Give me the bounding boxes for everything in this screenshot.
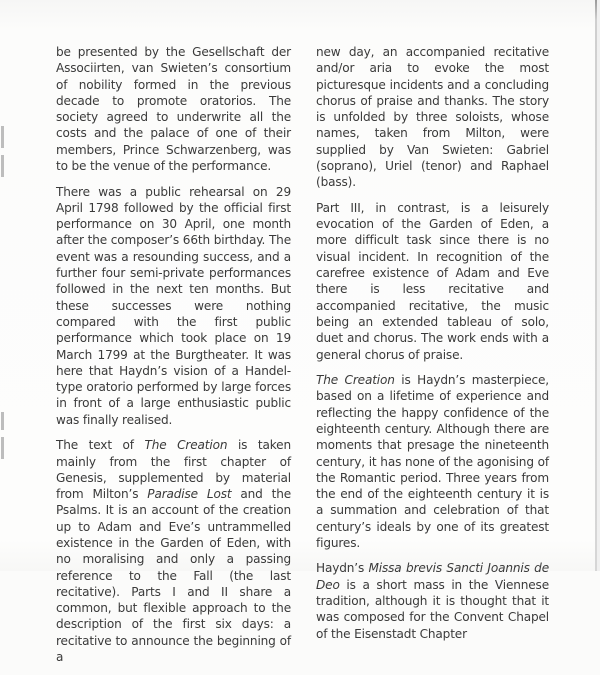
text-run: is Haydn’s masterpiece, based on a lifetime of experience and reflecting the happy confidence of the eighteenth century. Although there are moments that presage the nineteenth century, it has none of the agonising of the Romantic period. Three years from the end of the eighteenth century it is a summation and celebration of that century’s ideals by one of its greatest figures.: [316, 373, 549, 550]
paragraph: [56, 44, 291, 174]
italic-title: Paradise Lost: [147, 487, 232, 502]
italic-title: The Creation: [316, 373, 395, 388]
text-run: Haydn’s: [316, 561, 369, 576]
paragraph: [316, 44, 549, 191]
text-run: and the Psalms. It is an account of the creation up to Adam and Eve’s untrammelled existence in the Garden of Eden, with no moralising and only a passing reference to the Fall (the last recitative). Parts I and II share a common, but flexible approach to the description of the first six days: a recitative to announce the beginning of a: [56, 487, 292, 665]
right-column: [316, 44, 549, 651]
text-run: There was a public rehearsal on 29 April 1798 followed by the official first performance on 30 April, one month after the composer’s 66th birthday. The event was a resounding success, and a further four semi-private performances followed in the next ten months. But these successes were nothing compared with the first public performance which took place on 19 March 1799 at the Burgtheater. It was here that Haydn’s vision of a Handel-type oratorio performed by large forces in front of a large enthusiastic public was finally realised.: [56, 184, 291, 427]
text-run: is taken mainly from the first chapter of Genesis, supplemented by material from Milton’s: [56, 438, 291, 502]
italic-title: Missa brevis Sancti Joannis de Deo: [316, 561, 549, 592]
italic-title: The Creation: [144, 438, 228, 453]
scan-edge-mark: [1, 126, 4, 148]
text-run: is a short mass in the Viennese tradition, although it is thought that it was composed for the Convent Chapel of the Eisenstadt Chapter: [316, 577, 549, 641]
paragraph: [56, 184, 291, 428]
text-run: new day, an accompanied recitative and/or aria to evoke the most picturesque incidents and a concluding chorus of praise and thanks. The story is unfolded by three soloists, whose names, taken from Milton, were supplied by Van Swieten: Gabriel (soprano), Uriel (tenor) and Raphael (bass).: [316, 45, 549, 190]
scan-edge-mark: [1, 412, 4, 430]
paragraph: [56, 437, 291, 665]
scan-edge-mark: [1, 437, 4, 459]
paragraph: [316, 200, 549, 363]
page-edge-shadow: [595, 0, 597, 571]
scan-edge-mark: [1, 155, 4, 177]
paragraph: [316, 560, 549, 641]
text-run: be presented by the Gesellschaft der Associirten, van Swieten’s consortium of nobility formed in the previous decade to promote oratorios. The society agreed to underwrite all the costs and the palace of one of their members, Prince Schwarzenberg, was to be the venue of the performance.: [56, 45, 291, 174]
text-run: The text of: [56, 438, 145, 453]
paragraph: [316, 372, 549, 551]
text-run: Part III, in contrast, is a leisurely evocation of the Garden of Eden, a more difficult task since there is no visual incident. In recognition of the carefree existence of Adam and Eve there is less recitative and accompanied recitative, the music being an extended tableau of solo, duet and chorus. The work ends with a general chorus of praise.: [316, 200, 549, 362]
left-column: [56, 44, 291, 675]
